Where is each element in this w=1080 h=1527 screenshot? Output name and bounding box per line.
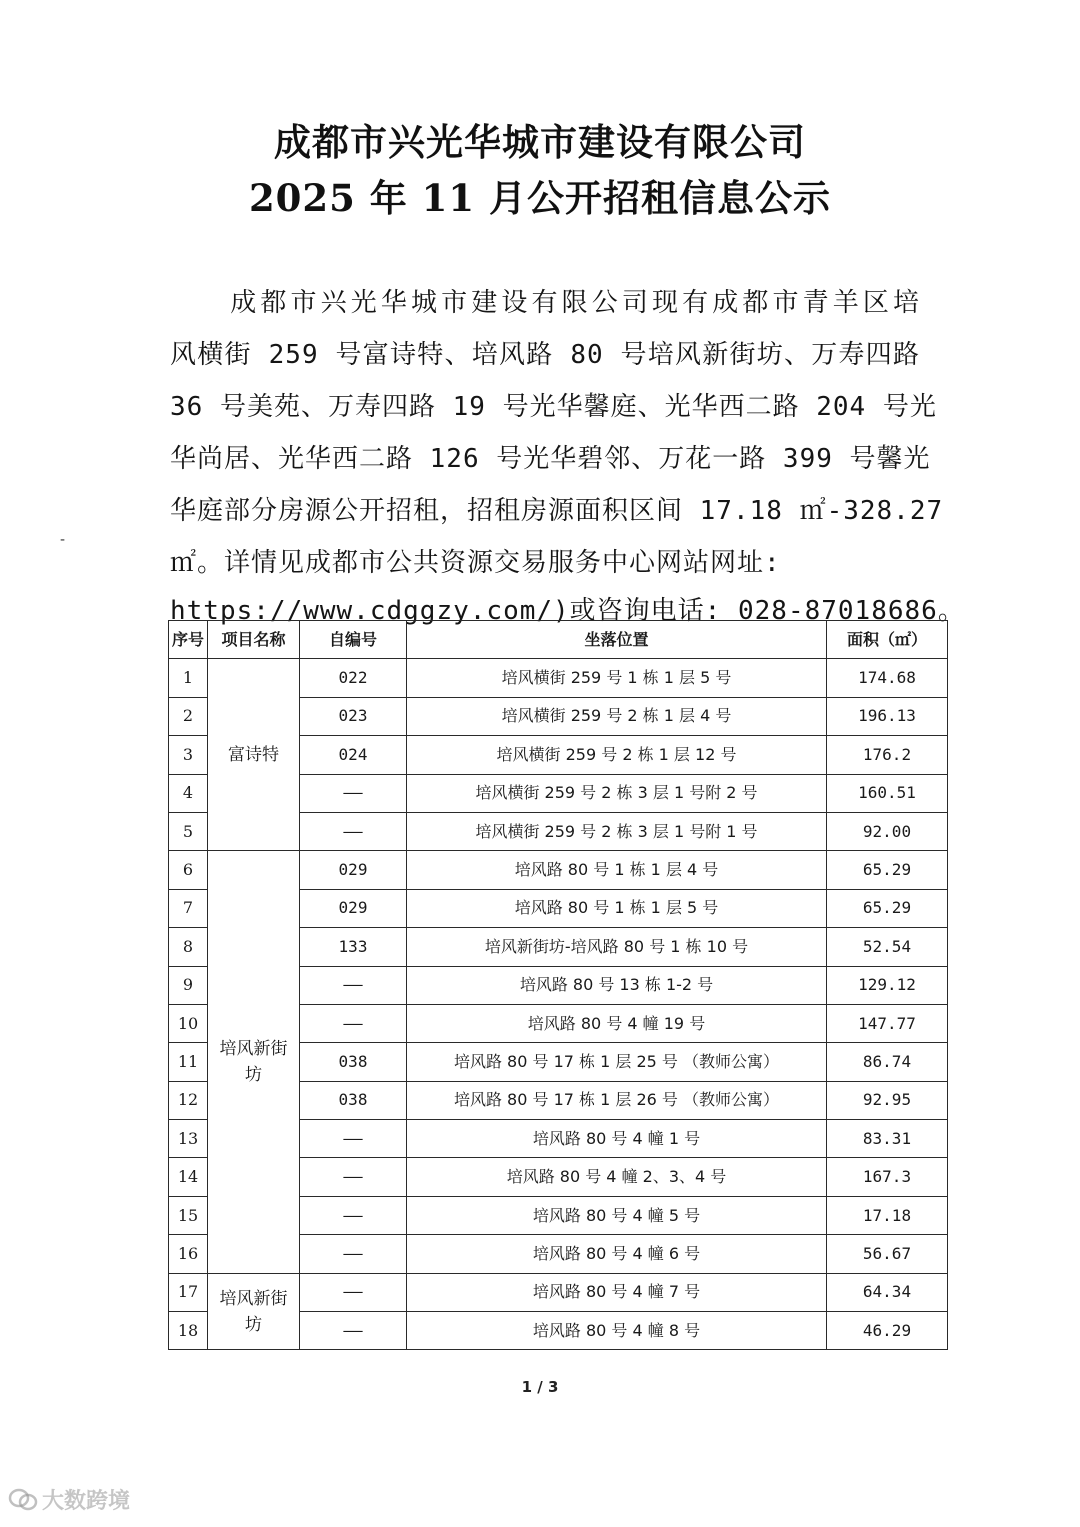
cell-code: 038 [300, 1043, 407, 1081]
cell-no: 5 [169, 812, 208, 850]
document-title-line2: 2025 年 11 月公开招租信息公示 [248, 176, 832, 220]
cell-code: 023 [300, 697, 407, 735]
cell-no: 7 [169, 889, 208, 927]
cell-area: 86.74 [827, 1043, 948, 1081]
cell-area: 64.34 [827, 1273, 948, 1311]
cell-code: —— [300, 1235, 407, 1273]
page-number: 1 / 3 [521, 1378, 559, 1396]
rental-listing-table [168, 620, 948, 1350]
cell-code: —— [300, 1196, 407, 1234]
cell-area: 174.68 [827, 659, 948, 697]
paragraph-line: 华尚居、光华西二路 126 号光华碧邻、万花一路 399 号馨光 [170, 444, 931, 474]
cell-area: 17.18 [827, 1196, 948, 1234]
cell-area: 147.77 [827, 1004, 948, 1042]
cell-area: 83.31 [827, 1120, 948, 1158]
cell-project: 培风新街 坊 [208, 1273, 300, 1350]
cell-no: 16 [169, 1235, 208, 1273]
header-location: 坐落位置 [407, 621, 827, 659]
cell-no: 13 [169, 1120, 208, 1158]
cell-code: —— [300, 774, 407, 812]
cell-location: 培风路 80 号 4 幢 8 号 [407, 1312, 827, 1350]
header-code: 自编号 [300, 621, 407, 659]
cell-location: 培风路 80 号 4 幢 1 号 [407, 1120, 827, 1158]
cell-no: 6 [169, 851, 208, 889]
header-project: 项目名称 [208, 621, 300, 659]
watermark [8, 1484, 130, 1515]
cell-code: —— [300, 1273, 407, 1311]
cell-no: 4 [169, 774, 208, 812]
cell-location: 培风路 80 号 4 幢 7 号 [407, 1273, 827, 1311]
paragraph-line: 成都市兴光华城市建设有限公司现有成都市青羊区培 [170, 288, 920, 318]
cell-location: 培风横街 259 号 1 栋 1 层 5 号 [407, 659, 827, 697]
cell-area: 196.13 [827, 697, 948, 735]
cell-project: 富诗特 [208, 659, 300, 851]
document-title-line1: 成都市兴光华城市建设有限公司 [274, 120, 806, 164]
cell-location: 培风横街 259 号 2 栋 3 层 1 号附 1 号 [407, 812, 827, 850]
cell-location: 培风路 80 号 4 幢 6 号 [407, 1235, 827, 1273]
cell-code: 133 [300, 928, 407, 966]
cell-location: 培风路 80 号 17 栋 1 层 25 号 （教师公寓） [407, 1043, 827, 1081]
cell-code: 029 [300, 851, 407, 889]
cell-no: 9 [169, 966, 208, 1004]
cell-area: 65.29 [827, 851, 948, 889]
cell-code: —— [300, 966, 407, 1004]
chat-bubbles-logo-icon [8, 1487, 38, 1513]
cell-area: 167.3 [827, 1158, 948, 1196]
cell-location: 培风横街 259 号 2 栋 1 层 4 号 [407, 697, 827, 735]
cell-location: 培风横街 259 号 2 栋 1 层 12 号 [407, 736, 827, 774]
paragraph-line: 华庭部分房源公开招租，招租房源面积区间 17.18 ㎡-328.27 [170, 496, 944, 526]
cell-area: 92.95 [827, 1081, 948, 1119]
cell-no: 3 [169, 736, 208, 774]
cell-no: 15 [169, 1196, 208, 1234]
cell-area: 46.29 [827, 1312, 948, 1350]
cell-location: 培风路 80 号 4 幢 5 号 [407, 1196, 827, 1234]
paragraph-line: ㎡。详情见成都市公共资源交易服务中心网站网址: [170, 548, 781, 578]
cell-location: 培风路 80 号 13 栋 1-2 号 [407, 966, 827, 1004]
cell-code: 038 [300, 1081, 407, 1119]
cell-code: —— [300, 812, 407, 850]
margin-mark: - [60, 532, 66, 548]
cell-code: 024 [300, 736, 407, 774]
cell-location: 培风横街 259 号 2 栋 3 层 1 号附 2 号 [407, 774, 827, 812]
cell-no: 8 [169, 928, 208, 966]
cell-code: 029 [300, 889, 407, 927]
paragraph-line: 风横街 259 号富诗特、培风路 80 号培风新街坊、万寿四路 [170, 340, 920, 370]
cell-no: 12 [169, 1081, 208, 1119]
cell-no: 14 [169, 1158, 208, 1196]
cell-no: 18 [169, 1312, 208, 1350]
cell-code: —— [300, 1120, 407, 1158]
table-row [169, 659, 948, 697]
table-header-row [169, 621, 948, 659]
table-row [169, 851, 948, 889]
cell-area: 129.12 [827, 966, 948, 1004]
cell-no: 2 [169, 697, 208, 735]
paragraph-line: 36 号美苑、万寿四路 19 号光华馨庭、光华西二路 204 号光 [170, 392, 937, 422]
cell-area: 92.00 [827, 812, 948, 850]
cell-no: 17 [169, 1273, 208, 1311]
cell-location: 培风路 80 号 1 栋 1 层 5 号 [407, 889, 827, 927]
cell-project: 培风新街 坊 [208, 851, 300, 1273]
cell-area: 65.29 [827, 889, 948, 927]
cell-location: 培风路 80 号 1 栋 1 层 4 号 [407, 851, 827, 889]
header-no: 序号 [169, 621, 208, 659]
cell-no: 11 [169, 1043, 208, 1081]
cell-no: 1 [169, 659, 208, 697]
paragraph-line: https://www.cdggzy.com/)或咨询电话: 028-87018686。 [170, 596, 965, 626]
cell-area: 56.67 [827, 1235, 948, 1273]
cell-location: 培风路 80 号 4 幢 2、3、4 号 [407, 1158, 827, 1196]
table-row [169, 1273, 948, 1311]
header-area: 面积（㎡） [827, 621, 948, 659]
cell-no: 10 [169, 1004, 208, 1042]
cell-code: —— [300, 1312, 407, 1350]
cell-code: —— [300, 1158, 407, 1196]
cell-area: 52.54 [827, 928, 948, 966]
cell-code: 022 [300, 659, 407, 697]
cell-location: 培风路 80 号 4 幢 19 号 [407, 1004, 827, 1042]
cell-code: —— [300, 1004, 407, 1042]
watermark-text: 大数跨境 [42, 1489, 131, 1514]
cell-location: 培风路 80 号 17 栋 1 层 26 号 （教师公寓） [407, 1081, 827, 1119]
cell-area: 160.51 [827, 774, 948, 812]
cell-location: 培风新街坊-培风路 80 号 1 栋 10 号 [407, 928, 827, 966]
cell-area: 176.2 [827, 736, 948, 774]
